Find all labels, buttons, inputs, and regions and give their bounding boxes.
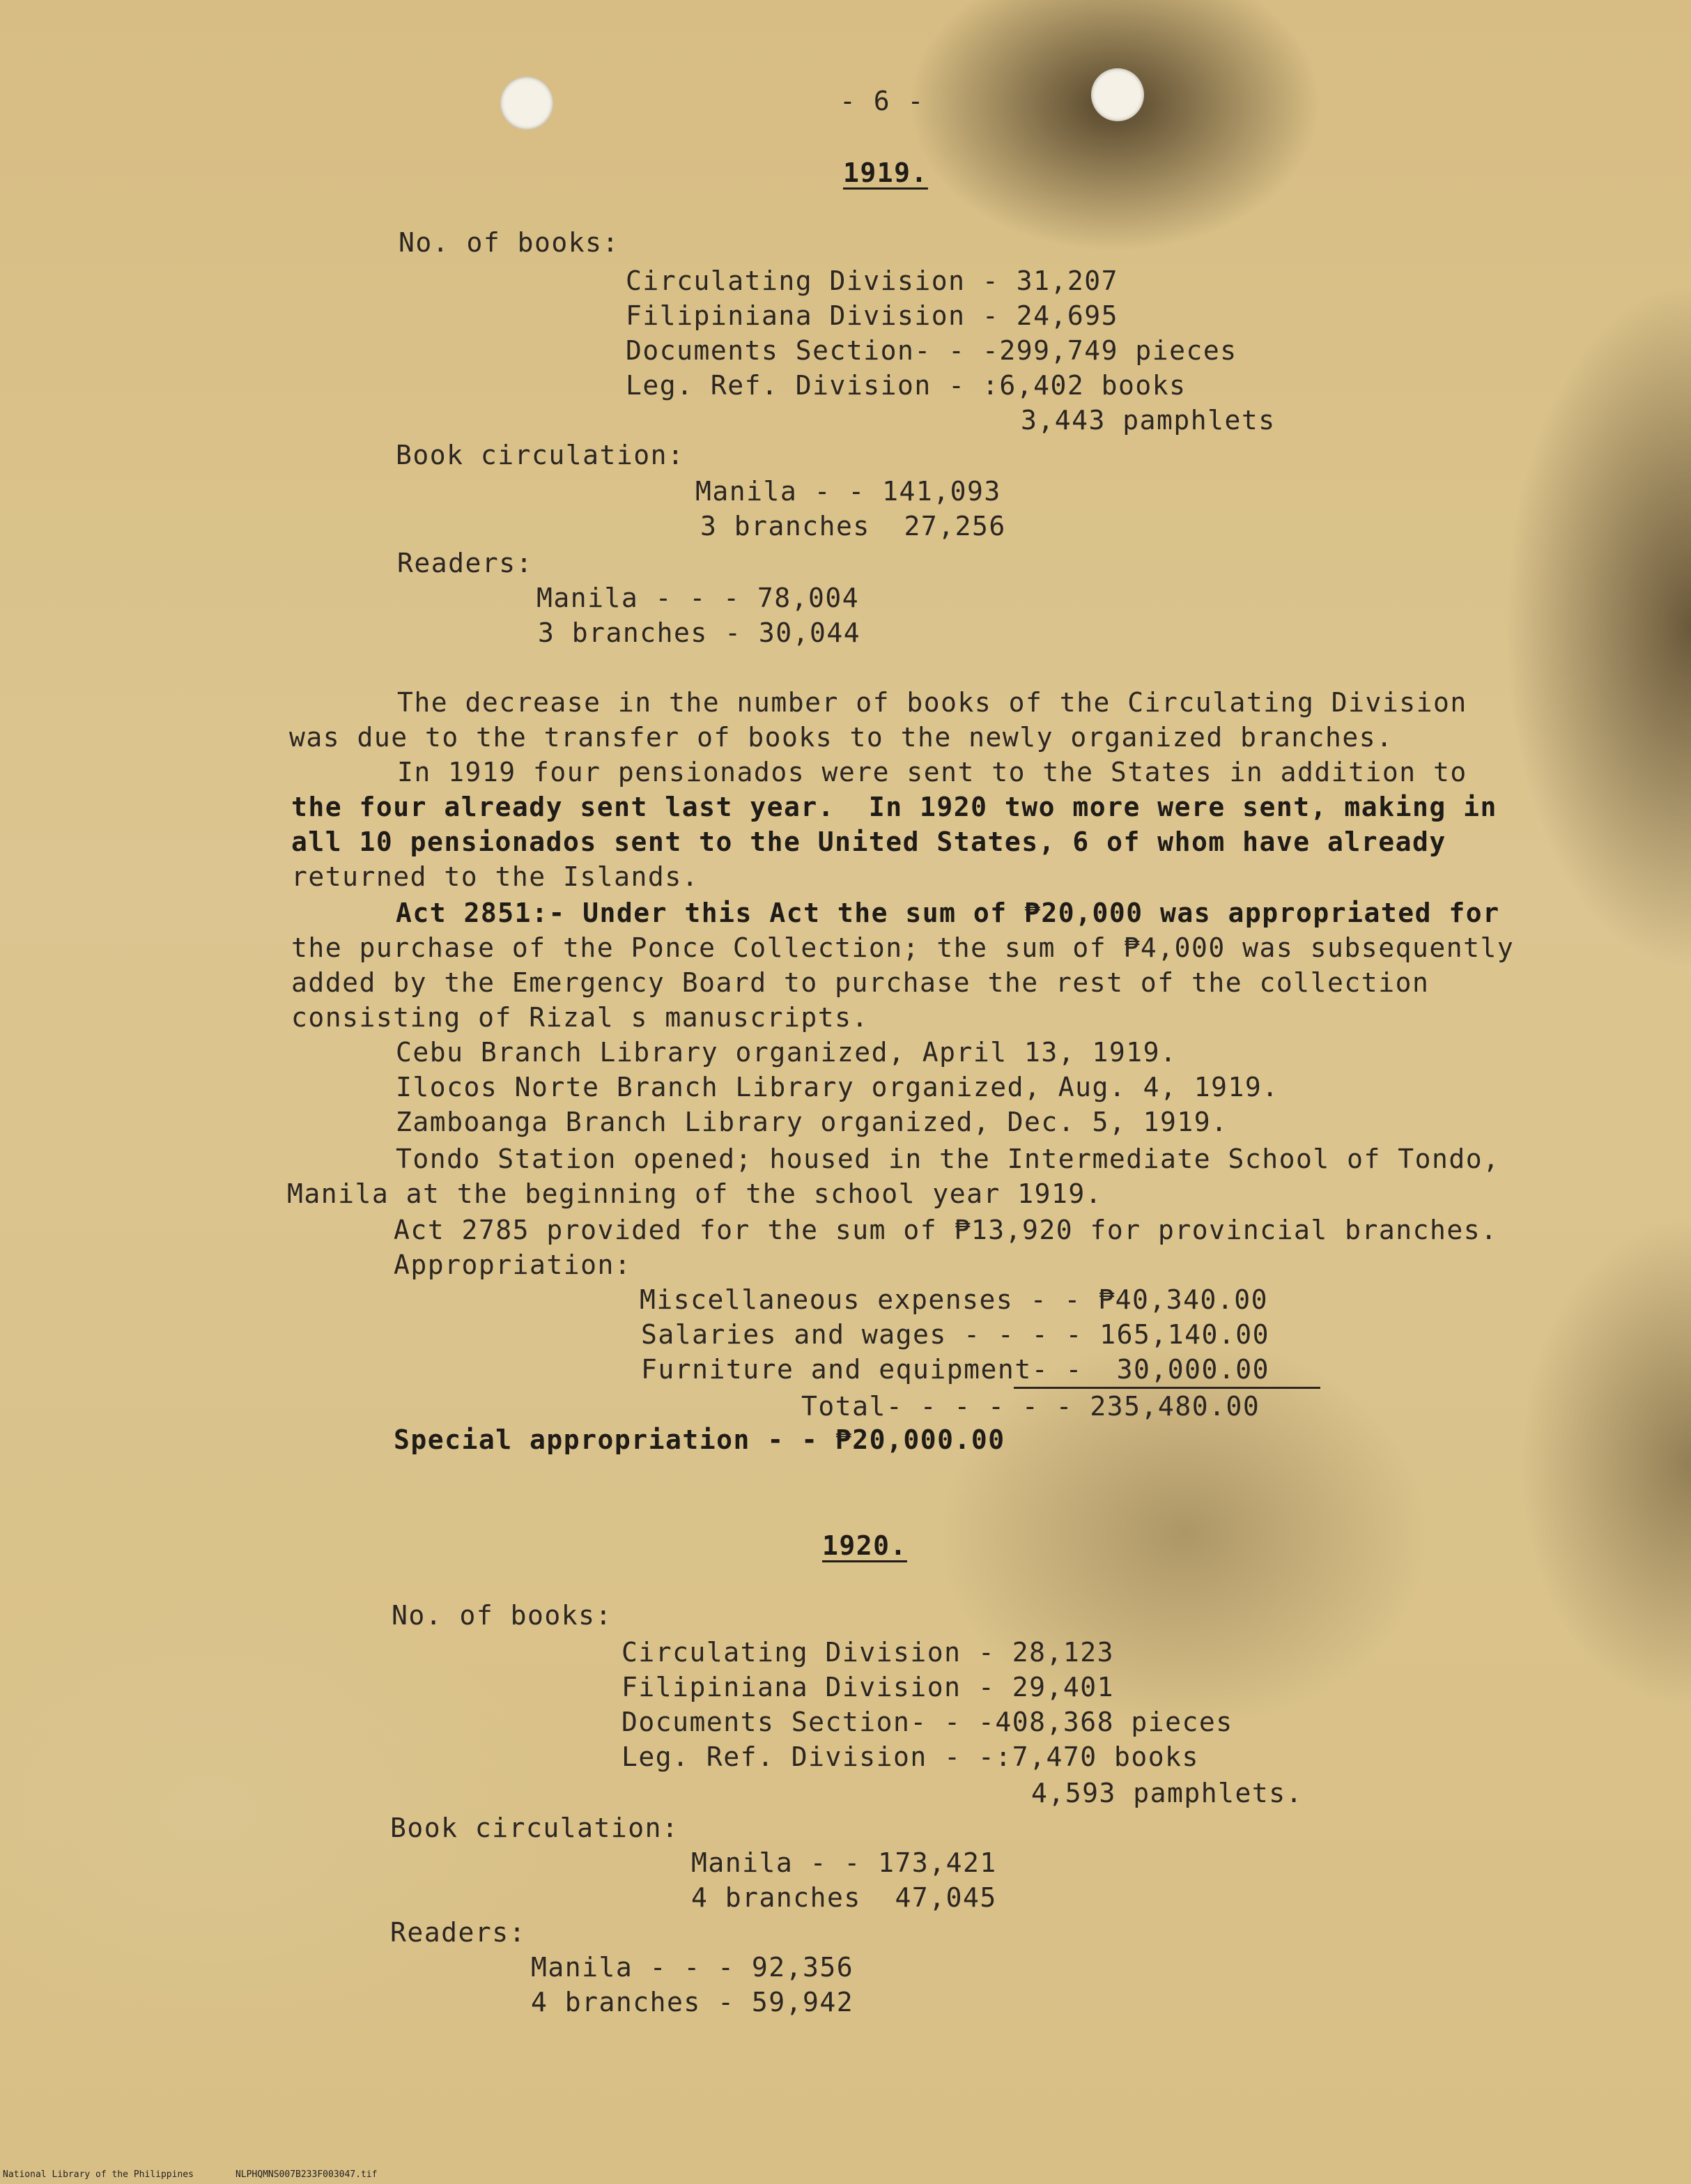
para-line-15: Manila at the beginning of the school year 1919. xyxy=(287,1178,1103,1209)
para-line-9: added by the Emergency Board to purchase the rest of the collection xyxy=(291,967,1430,998)
para-line-8: the purchase of the Ponce Collection; the sum of ₱4,000 was subsequently xyxy=(291,932,1515,963)
books-1919-circulating: Circulating Division - 31,207 xyxy=(626,266,1118,296)
books-1919-pamphlets: 3,443 pamphlets xyxy=(1021,405,1276,436)
circulation-1920-branches: 4 branches 47,045 xyxy=(691,1882,997,1913)
para-line-10: consisting of Rizal s manuscripts. xyxy=(291,1002,869,1033)
appropriation-furniture: Furniture and equipment- - 30,000.00 xyxy=(641,1354,1269,1385)
heading-1919: 1919. xyxy=(843,157,928,188)
para-line-6: returned to the Islands. xyxy=(291,861,700,892)
readers-1920-manila: Manila - - - 92,356 xyxy=(531,1952,854,1983)
para-line-13: Zamboanga Branch Library organized, Dec. 5, 1919. xyxy=(396,1107,1228,1137)
books-1920-circulating: Circulating Division - 28,123 xyxy=(621,1637,1114,1668)
heading-1920: 1920. xyxy=(822,1530,907,1561)
appropriation-salaries: Salaries and wages - - - - 165,140.00 xyxy=(641,1319,1269,1350)
books-1920-pamphlets: 4,593 pamphlets. xyxy=(1031,1778,1304,1808)
para-line-14: Tondo Station opened; housed in the Intermediate School of Tondo, xyxy=(396,1144,1500,1174)
para-line-5: all 10 pensionados sent to the United States, 6 of whom have already xyxy=(291,826,1446,857)
circulation-1919-manila: Manila - - 141,093 xyxy=(695,476,1001,507)
label-readers-1919: Readers: xyxy=(397,548,534,578)
para-line-12: Ilocos Norte Branch Library organized, Aug. 4, 1919. xyxy=(396,1072,1279,1102)
total-rule xyxy=(1014,1387,1320,1389)
page-number: - 6 - xyxy=(840,86,925,116)
books-1920-legref: Leg. Ref. Division - -:7,470 books xyxy=(621,1741,1199,1772)
para-line-2: was due to the transfer of books to the newly organized branches. xyxy=(289,722,1393,753)
para-line-1: The decrease in the number of books of the Circulating Division xyxy=(397,687,1467,718)
books-1919-filipiniana: Filipiniana Division - 24,695 xyxy=(626,300,1118,331)
circulation-1919-branches: 3 branches 27,256 xyxy=(700,511,1006,541)
label-readers-1920: Readers: xyxy=(390,1917,527,1948)
label-appropriation-1919: Appropriation: xyxy=(394,1249,632,1280)
readers-1919-branches: 3 branches - 30,044 xyxy=(538,617,861,648)
label-books-1920: No. of books: xyxy=(392,1600,612,1631)
appropriation-total: Total- - - - - - 235,480.00 xyxy=(801,1391,1260,1422)
appropriation-misc: Miscellaneous expenses - - ₱40,340.00 xyxy=(640,1284,1268,1315)
books-1920-documents: Documents Section- - -408,368 pieces xyxy=(621,1707,1233,1737)
punch-hole-left xyxy=(500,77,553,130)
para-line-7: Act 2851:- Under this Act the sum of ₱20,000 was appropriated for xyxy=(396,898,1500,928)
readers-1919-manila: Manila - - - 78,004 xyxy=(536,583,860,613)
readers-1920-branches: 4 branches - 59,942 xyxy=(531,1987,854,2017)
label-books-1919: No. of books: xyxy=(399,227,619,258)
footer-file-id: NLPHQMNS007B233F003047.tif xyxy=(235,2169,378,2180)
label-circulation-1920: Book circulation: xyxy=(390,1813,679,1843)
para-line-3: In 1919 four pensionados were sent to the States in addition to xyxy=(397,757,1467,787)
books-1919-documents: Documents Section- - -299,749 pieces xyxy=(626,335,1237,366)
books-1920-filipiniana: Filipiniana Division - 29,401 xyxy=(621,1672,1114,1702)
footer xyxy=(3,2169,419,2180)
books-1919-legref: Leg. Ref. Division - :6,402 books xyxy=(626,370,1187,401)
circulation-1920-manila: Manila - - 173,421 xyxy=(691,1847,997,1878)
punch-hole-right xyxy=(1091,68,1144,121)
footer-institution: National Library of the Philippines xyxy=(3,2169,194,2180)
para-line-16: Act 2785 provided for the sum of ₱13,920 for provincial branches. xyxy=(394,1215,1498,1245)
para-line-11: Cebu Branch Library organized, April 13, 1919. xyxy=(396,1037,1177,1068)
special-appropriation: Special appropriation - - ₱20,000.00 xyxy=(394,1424,1005,1455)
label-circulation-1919: Book circulation: xyxy=(396,440,685,470)
para-line-4: the four already sent last year. In 1920 two more were sent, making in xyxy=(291,792,1497,822)
